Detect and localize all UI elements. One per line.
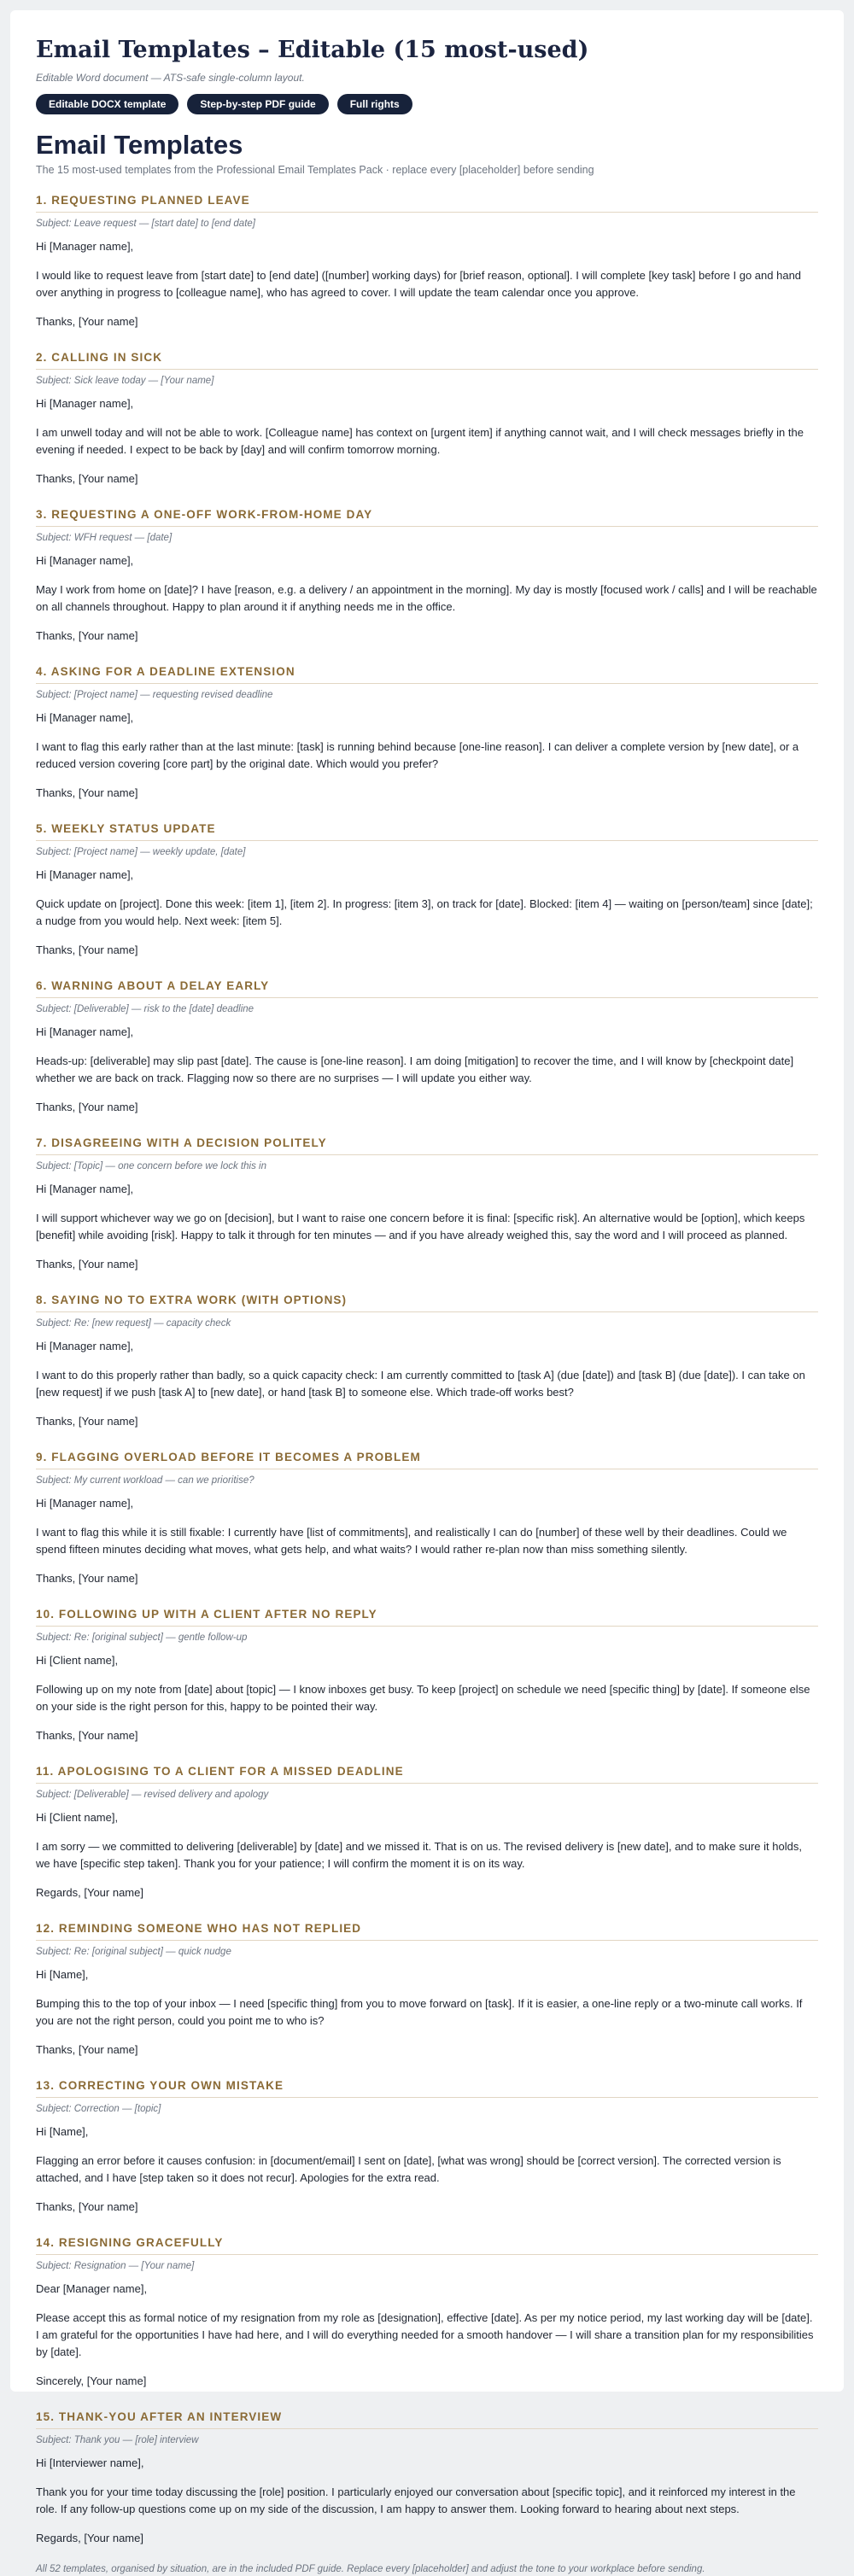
template-signoff: Thanks, [Your name] — [36, 472, 138, 485]
main-subheading: The 15 most-used templates from the Professional Email Templates Pack · replace every [placeholder] before sending — [36, 164, 594, 176]
template-signoff: Regards, [Your name] — [36, 2532, 143, 2544]
template-body: I am sorry — we committed to delivering [deliverable] by [date] and we missed it. That is on us. The revised delivery is [new date], and to make sure it holds, we have [specific step taken]. Thank you for your patience; I will confirm the moment it is on its way. — [36, 1840, 802, 1870]
template-section — [36, 1764, 818, 1901]
template-section — [36, 2078, 818, 2216]
template-heading: 10. FOLLOWING UP WITH A CLIENT AFTER NO REPLY — [36, 1607, 818, 1627]
template-signoff: Thanks, [Your name] — [36, 315, 138, 328]
template-body: I am unwell today and will not be able to work. [Colleague name] has context on [urgent item] if anything cannot wait, and I will check messages briefly in the evening if needed. I expect to be back by [day] and will confirm tomorrow morning. — [36, 426, 804, 456]
template-subject: Subject: [Project name] — requesting revised deadline — [36, 690, 273, 700]
template-heading: 11. APOLOGISING TO A CLIENT FOR A MISSED DEADLINE — [36, 1764, 818, 1784]
template-heading: 13. CORRECTING YOUR OWN MISTAKE — [36, 2078, 818, 2098]
template-heading: 15. THANK-YOU AFTER AN INTERVIEW — [36, 2410, 818, 2429]
template-body: I want to do this properly rather than badly, so a quick capacity check: I am currently committed to [task A] (due [date]) and [task B] (due [date]). I can take on [new request] if we push [task A] to [new date], or hand [task B] to someone else. Which trade-off works best? — [36, 1369, 805, 1399]
template-subject: Subject: Re: [original subject] — gentle follow-up — [36, 1633, 248, 1643]
template-body: May I work from home on [date]? I have [reason, e.g. a delivery / an appointment in the morning]. My day is mostly [focused work / calls] and I will be reachable on all channels throughout. Happy to plan around it if anything needs me in the office. — [36, 583, 817, 613]
template-section — [36, 350, 818, 488]
template-greeting: Hi [Client name], — [36, 1811, 119, 1824]
template-signoff: Thanks, [Your name] — [36, 943, 138, 956]
template-heading: 2. CALLING IN SICK — [36, 350, 818, 370]
main-heading: Email Templates — [36, 130, 243, 160]
footer-note: All 52 templates, organised by situation, are in the included PDF guide. Replace every [placeholder] and adjust the tone to your workplace before sending. — [36, 2564, 705, 2574]
template-signoff: Regards, [Your name] — [36, 1886, 143, 1899]
pill-full-rights[interactable]: Full rights — [337, 94, 412, 114]
template-section — [36, 978, 818, 1116]
template-greeting: Hi [Manager name], — [36, 1025, 134, 1038]
template-subject: Subject: [Deliverable] — risk to the [date] deadline — [36, 1004, 254, 1014]
template-body: Flagging an error before it causes confusion: in [document/email] I sent on [date], [what was wrong] should be [correct version]. The corrected version is attached, and I have [step taken so it does not recur]. Apologies for the extra read. — [36, 2154, 781, 2184]
template-signoff: Thanks, [Your name] — [36, 2200, 138, 2213]
template-body: I would like to request leave from [start date] to [end date] ([number] working days) for [brief reason, optional]. I will complete [key task] before I go and hand over anything in progress to [colleague name], who has agreed to cover. I will update the team calendar once you approve. — [36, 269, 802, 299]
template-body: I will support whichever way we go on [decision], but I want to raise one concern before it is final: [specific risk]. An alternative would be [option], which keeps [benefit] while avoiding [risk]. Happy to talk it through for ten minutes — and if you have already weighed this, say the word and I will proceed as planned. — [36, 1212, 805, 1241]
template-section — [36, 507, 818, 645]
template-heading: 6. WARNING ABOUT A DELAY EARLY — [36, 978, 818, 998]
template-section — [36, 1607, 818, 1744]
template-subject: Subject: Leave request — [start date] to [end date] — [36, 219, 255, 229]
template-body: I want to flag this early rather than at the last minute: [task] is running behind because [one-line reason]. I can deliver a complete version by [new date], or a reduced version covering [core part] by the original date. Which would you prefer? — [36, 740, 799, 770]
template-greeting: Hi [Manager name], — [36, 1497, 134, 1510]
template-signoff: Thanks, [Your name] — [36, 1729, 138, 1742]
template-heading: 1. REQUESTING PLANNED LEAVE — [36, 193, 818, 213]
pill-editable-docx[interactable]: Editable DOCX template — [36, 94, 178, 114]
template-signoff: Thanks, [Your name] — [36, 629, 138, 642]
template-section — [36, 2410, 818, 2547]
template-greeting: Hi [Manager name], — [36, 240, 134, 253]
template-subject: Subject: Sick leave today — [Your name] — [36, 376, 214, 386]
template-subject: Subject: Thank you — [role] interview — [36, 2435, 199, 2445]
document-subtitle: Editable Word document — ATS-safe single-column layout. — [36, 72, 305, 84]
template-greeting: Hi [Interviewer name], — [36, 2456, 144, 2469]
template-body: Following up on my note from [date] about [topic] — I know inboxes get busy. To keep [project] on schedule we need [specific thing] by [date]. If someone else on your side is the right person for this, happy to be pointed their way. — [36, 1683, 810, 1713]
template-heading: 9. FLAGGING OVERLOAD BEFORE IT BECOMES A PROBLEM — [36, 1450, 818, 1469]
template-body: I want to flag this while it is still fixable: I currently have [list of commitments], and realistically I can do [number] of these well by their deadlines. Could we spend fifteen minutes deciding what moves, what gets help, and what waits? I would rather re-plan now than miss something silently. — [36, 1526, 787, 1556]
template-section — [36, 821, 818, 959]
template-signoff: Thanks, [Your name] — [36, 2043, 138, 2056]
template-greeting: Hi [Manager name], — [36, 1340, 134, 1352]
template-greeting: Hi [Manager name], — [36, 1183, 134, 1195]
template-signoff: Thanks, [Your name] — [36, 786, 138, 799]
document-title: Email Templates – Editable (15 most-used) — [36, 37, 589, 63]
template-greeting: Hi [Manager name], — [36, 397, 134, 410]
template-subject: Subject: My current workload — can we prioritise? — [36, 1475, 254, 1486]
template-heading: 12. REMINDING SOMEONE WHO HAS NOT REPLIED — [36, 1921, 818, 1941]
template-section — [36, 1921, 818, 2059]
feature-pills — [36, 94, 818, 114]
template-body: Quick update on [project]. Done this week: [item 1], [item 2]. In progress: [item 3], on track for [date]. Blocked: [item 4] — waiting on [person/team] since [date]; a nudge from you would help. Next week: [item 5]. — [36, 897, 813, 927]
template-greeting: Dear [Manager name], — [36, 2282, 148, 2295]
template-greeting: Hi [Manager name], — [36, 711, 134, 724]
template-greeting: Hi [Client name], — [36, 1654, 119, 1667]
template-subject: Subject: WFH request — [date] — [36, 533, 173, 543]
template-subject: Subject: [Topic] — one concern before we lock this in — [36, 1161, 266, 1171]
template-greeting: Hi [Manager name], — [36, 554, 134, 567]
template-heading: 14. RESIGNING GRACEFULLY — [36, 2235, 818, 2255]
template-signoff: Thanks, [Your name] — [36, 1415, 138, 1428]
template-section — [36, 193, 818, 330]
template-subject: Subject: [Project name] — weekly update, [date] — [36, 847, 246, 857]
template-heading: 5. WEEKLY STATUS UPDATE — [36, 821, 818, 841]
template-section — [36, 1293, 818, 1430]
pill-pdf-guide[interactable]: Step-by-step PDF guide — [187, 94, 328, 114]
template-list — [36, 193, 818, 2547]
template-body: Heads-up: [deliverable] may slip past [date]. The cause is [one-line reason]. I am doing [mitigation] to recover the time, and I will know by [checkpoint date] whether we are back on track. Flagging now so there are no surprises — I will update you either way. — [36, 1054, 794, 1084]
template-subject: Subject: Resignation — [Your name] — [36, 2261, 195, 2271]
template-heading: 7. DISAGREEING WITH A DECISION POLITELY — [36, 1136, 818, 1155]
template-greeting: Hi [Name], — [36, 1968, 89, 1981]
template-greeting: Hi [Manager name], — [36, 868, 134, 881]
template-section — [36, 664, 818, 802]
template-section — [36, 1450, 818, 1587]
template-subject: Subject: Re: [original subject] — quick nudge — [36, 1947, 231, 1957]
template-signoff: Sincerely, [Your name] — [36, 2374, 147, 2387]
template-signoff: Thanks, [Your name] — [36, 1572, 138, 1585]
template-signoff: Thanks, [Your name] — [36, 1101, 138, 1113]
template-signoff: Thanks, [Your name] — [36, 1258, 138, 1270]
template-section — [36, 2235, 818, 2390]
template-body: Please accept this as formal notice of my resignation from my role as [designation], effective [date]. As per my notice period, my last working day will be [date]. I am grateful for the opportunities I have had here, and I will do everything needed for a smooth handover — I will share a transition plan for my responsibilities by [date]. — [36, 2311, 814, 2358]
template-heading: 3. REQUESTING A ONE-OFF WORK-FROM-HOME DAY — [36, 507, 818, 527]
template-section — [36, 1136, 818, 1273]
template-heading: 8. SAYING NO TO EXTRA WORK (WITH OPTIONS) — [36, 1293, 818, 1312]
template-subject: Subject: Re: [new request] — capacity check — [36, 1318, 231, 1329]
template-body: Bumping this to the top of your inbox — I need [specific thing] from you to move forward on [task]. If it is easier, a one-line reply or a two-minute call works. If you are not the right person, could you point me to who is? — [36, 1997, 803, 2027]
template-subject: Subject: [Deliverable] — revised delivery and apology — [36, 1790, 269, 1800]
template-heading: 4. ASKING FOR A DEADLINE EXTENSION — [36, 664, 818, 684]
template-body: Thank you for your time today discussing the [role] position. I particularly enjoyed our conversation about [specific topic], and it reinforced my interest in the role. If any follow-up questions come up on my side of the discussion, I am happy to answer them. Looking forward to hearing about next steps. — [36, 2485, 796, 2515]
template-greeting: Hi [Name], — [36, 2125, 89, 2138]
document-page — [10, 10, 844, 2574]
template-subject: Subject: Correction — [topic] — [36, 2104, 161, 2114]
